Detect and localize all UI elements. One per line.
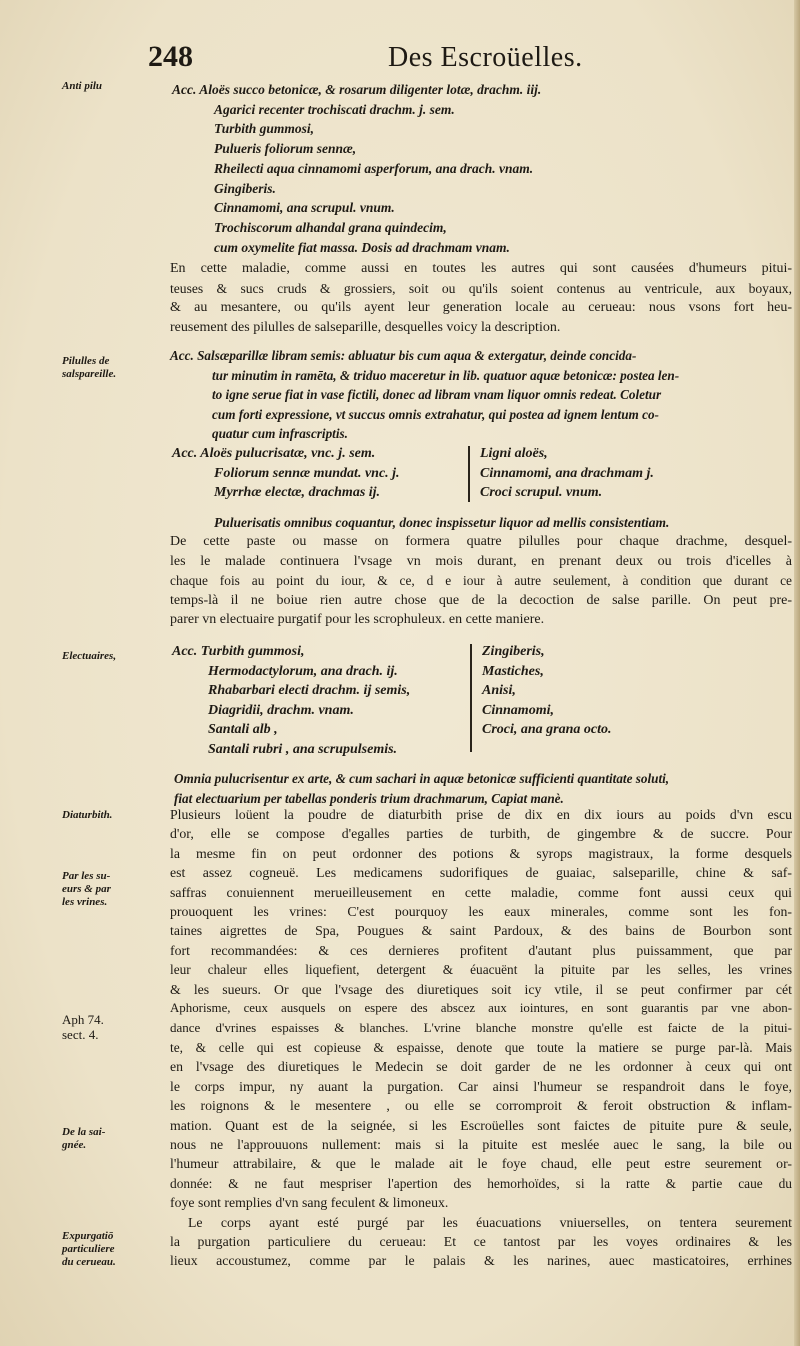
margin-note-diaturbith: Diaturbith. (62, 809, 113, 821)
recipe-electuaire-left-column: Acc. Turbith gummosi, Hermodactylorum, ana drach. ij. Rhabarbari electi drachm. ij semis, Diagridii, drachm. vnam. Santali alb , Santali rubri , ana scrupulsemis. (172, 644, 411, 757)
running-title: Des Escroüelles. (388, 42, 583, 73)
page-header (0, 40, 800, 80)
paragraph-remedes: Plusieurs loüent la poudre de diaturbith prise de dix en dix iours au poids d'vn escu d'or, elle se compose d'egalles parties de turbith, de gingembre & de succre. Pour la mesme fin on peut ordonner des potions & syrops magistraux, la forme desquels est assez cogneuë. Les medicamens sudorifiques de guaiac, salseparille, chine & saf- saffras conuiennent merueilleusement en cette maladie, comme font aussi ceux qui prouoquent les vrines: C'est pourquoy les eaux minerales, comme sont les fon- taines aigrettes de Spa, Pougues & saint Pardoux, & des bains de Bourbon sont fort recommandées: & ces dernieres profitent d'autant plus puissamment, que par leur chaleur elles liquefient, detergent & éuacuënt la pituite par les selles, les vrines & les sueurs. Or que l'vsage des diuretiques soit icy vtile, il se peut confirmer par cét Aphorisme, ceux ausquels on espere des abscez aux iointures, en sont guarantis par vne abon- dance d'vrines espaisses & blanches. L'vrine blanche monstre qu'elle est faicte de la pitui- te, & celle qui est copieuse & espaisse, denote que toute la matiere se purge par-là. Mais en l'vsage des diuretiques le Medecin se doit garder de ne les ordonner à ceux qui ont le corps impur, ny auant la purgation. Car ainsi l'humeur se respandroit dans le foye, les roignons & le mesentere , ou elle se corromproit & feroit obstruction & inflam- mation. Quant est de la seignée, si les Escroüelles sont faictes de pituite pure & seule, nous ne l'approuuons nullement: mais si la pituite est meslée auec le sang, la bile ou l'humeur attrabilaire, & que le malade ait le foye chaud, elle peut estre seurement or- donnée: & ne faut mespriser l'apertion des hemorhoïdes, si la ratte & partie caue du foye sont remplies d'vn sang feculent & limoneux. Le corps ayant esté purgé par les éuacuations vniuerselles, on tentera seurement la purgation particuliere du cerueau: Et ce tantost par les voyes ordinaires & les lieux accoustumez, comme par le palais & les narines, auec masticatoires, errhines (170, 807, 792, 1269)
column-bracket-2 (470, 644, 472, 752)
recipe-electuaire-right-column: Zingiberis, Mastiches, Anisi, Cinnamomi, Croci, ana grana octo. (482, 644, 612, 737)
column-bracket (468, 446, 470, 502)
recipe-electuaire-end: Omnia pulucrisentur ex arte, & cum sachari in aquæ betonicæ sufficienti quantitate soluti, fiat electuarium per tabellas ponderis trium drachmarum, Capiat manè. (174, 771, 670, 806)
recipe-salsepareille-end: Puluerisatis omnibus coquantur, donec inspissetur liquor ad mellis consistentiam. (214, 515, 670, 530)
page-number: 248 (148, 40, 193, 73)
recipe-salsepareille: Acc. Salsæparillæ libram semis: abluatur bis cum aqua & extergatur, deinde concida- tur minutim in ramēta, & triduo maceretur in lib. quatuor aquæ betonicæ: postea len- to igne serue fiat in vase fictili, donec ad libram vnam liquor omnis redeat. Coletur cum forti expressione, vt succus omnis extrahatur, qui postea ad ignem lentum co- quatur cum infrascriptis. (170, 348, 680, 441)
recipe-salsepareille-left-column: Acc. Aloës pulucrisatæ, vnc. j. sem. Foliorum sennæ mundat. vnc. j. Myrrhæ electæ, drachmas ij. (172, 446, 400, 500)
margin-note-anti: Anti pilu (62, 80, 103, 92)
page-edge (794, 0, 800, 1346)
margin-note-sueurs: Par les su- eurs & par les vrines. (62, 870, 111, 908)
margin-note-saignee: De la sai- gnée. (62, 1126, 106, 1151)
paragraph-pituite: En cette maladie, comme aussi en toutes les autres qui sont causées d'humeurs pitui- teuses & sucs cruds & grossiers, soit ou qu'ils soient contenus au ventricule, aux boyaux, & au mesantere, ou qu'ils ayent leur generation locale au cerueau: nous vsons fort heu- reusement des pilulles de salseparille, desquelles voicy la description. (170, 261, 792, 335)
paragraph-pilules-usage: De cette paste ou masse on formera quatre pilulles pour chaque drachme, desquel- les le malade continuera l'vsage vn mois durant, en prenant deux ou trois d'icelles à chaque fois au point du iour, & ce, d e iour à autre seulement, à condition que durant ce temps-là il ne boiue rien autre chose que de la decoction de salse parille. On peut pre- parer vn electuaire purgatif pour les scrophuleux. en cette maniere. (170, 534, 792, 627)
recipe-salsepareille-right-column: Ligni aloës, Cinnamomi, ana drachmam j. Croci scrupul. vnum. (480, 446, 654, 500)
margin-note-electuaires: Electuaires, (62, 650, 117, 662)
margin-note-pilules: Pilulles de salspareille. (62, 355, 117, 380)
recipe-aloes: Acc. Aloës succo betonicæ, & rosarum diligenter lotæ, drachm. iij. Agarici recenter trochiscati drachm. j. sem. Turbith gummosi, Pulueris foliorum sennæ, Rheilecti aqua cinnamomi asperforum, ana drach. vnam. Gingiberis. Cinnamomi, ana scrupul. vnum. Trochiscorum alhandal grana quindecim, cum oxymelite fiat massa. Dosis ad drachmam vnam. (172, 82, 542, 255)
margin-note-expurgatio: Expurgatiō particuliere du cerueau. (62, 1230, 116, 1268)
margin-note-aphorism: Aph 74. sect. 4. (62, 1012, 104, 1042)
